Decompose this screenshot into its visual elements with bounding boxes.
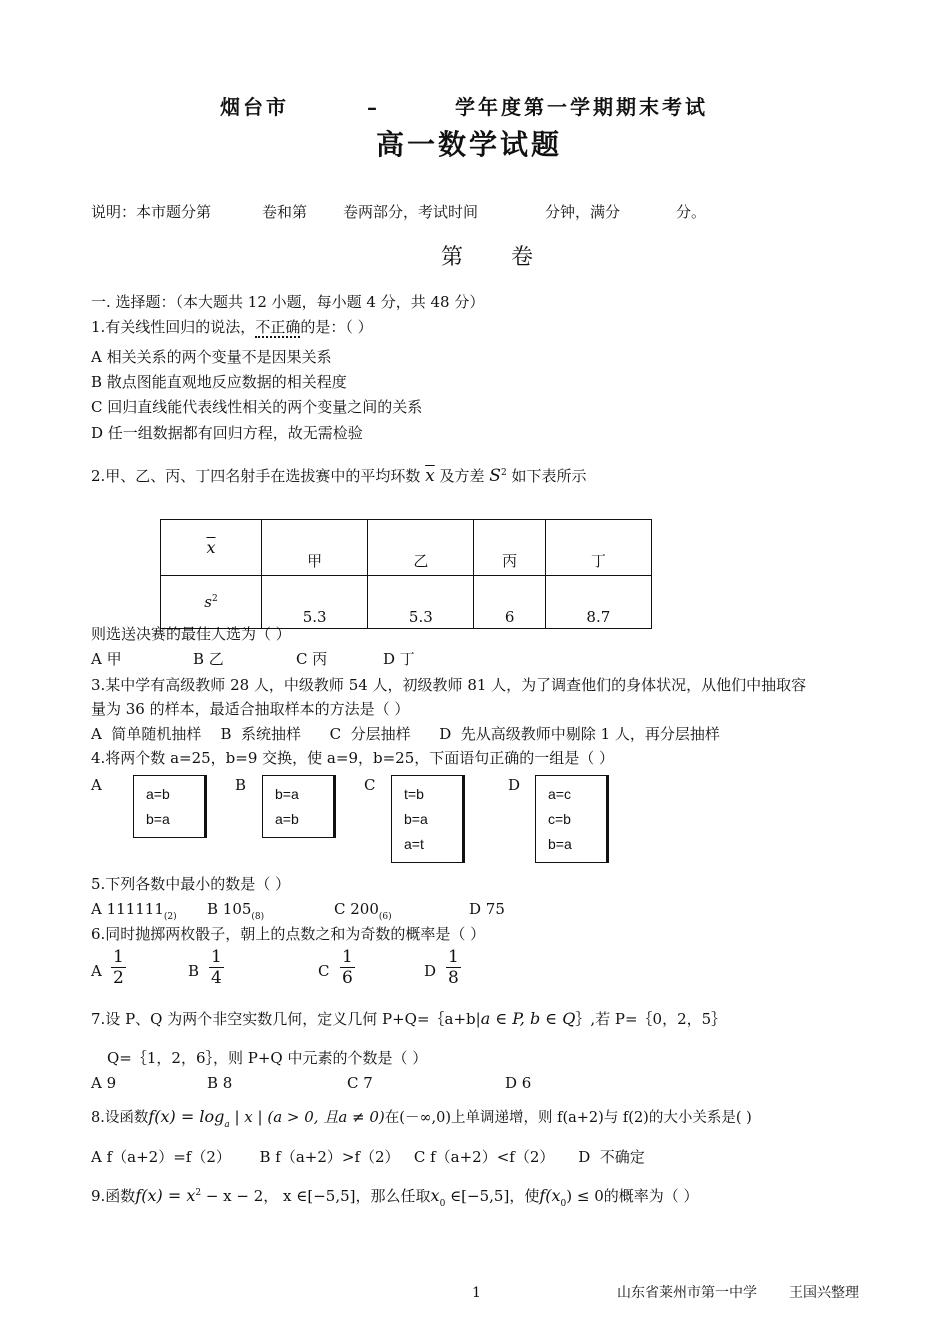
q3-options: A 简单随机抽样 B 系统抽样 C 分层抽样 D 先从高级教师中剔除 1 人，再分层抽样 xyxy=(91,725,720,743)
q2-table-var-1: 5.3 xyxy=(262,576,368,629)
q2-table-name-3: 丙 xyxy=(474,520,545,576)
q4-box-b: b=a a=b xyxy=(262,775,336,838)
q4-box-c: t=b b=a a=t xyxy=(391,775,465,863)
q3-line1: 3.某中学有高级教师 28 人，中级教师 54 人，初级教师 81 人，为了调查他们的身体状况，从他们中抽取容 xyxy=(91,676,807,694)
note-b: 卷和第 xyxy=(262,203,308,221)
q7-line2: Q=｛1，2，6｝，则 P+Q 中元素的个数是（ ） xyxy=(107,1049,428,1067)
q6-frac-d: $\frac{1}{8}$ xyxy=(448,947,459,988)
q2-pre: 2.甲、乙、丙、丁四名射手在选拔赛中的平均环数 xyxy=(91,467,421,485)
table-row xyxy=(161,576,652,629)
q1-stem xyxy=(91,318,373,336)
q2-table-head-xbar: $\overline{x}$ xyxy=(161,520,262,576)
q2-table-name-2: 乙 xyxy=(368,520,474,576)
q6-frac-b: $\frac{1}{4}$ xyxy=(211,947,222,988)
q1-option-a: A 相关关系的两个变量不是因果关系 xyxy=(91,348,332,366)
part1-heading: 一. 选择题：（本大题共 12 小题，每小题 4 分，共 48 分） xyxy=(91,293,485,311)
q3-line2: 量为 36 的样本，最适合抽取样本的方法是（ ） xyxy=(91,700,410,718)
q1-emph: 不正确 xyxy=(255,318,301,336)
q2-table-var-4: 8.7 xyxy=(545,576,651,629)
q2-table-head-s2: $s^2$ xyxy=(161,576,262,629)
note-c: 卷两部分，考试时间 xyxy=(343,203,479,221)
page-title: 高一数学试题 xyxy=(376,128,563,161)
q2-option-a: A 甲 xyxy=(91,650,122,668)
q2-option-b: B 乙 xyxy=(193,650,224,668)
q2-table-name-1: 甲 xyxy=(262,520,368,576)
q2-option-d: D 丁 xyxy=(383,650,415,668)
q6-frac-a: $\frac{1}{2}$ xyxy=(113,947,124,988)
header-year-title: 学年度第一学期期末考试 xyxy=(455,95,708,119)
q7-option-d: D 6 xyxy=(505,1074,532,1092)
footer-author: 王国兴整理 xyxy=(789,1285,859,1301)
q7-option-b: B 8 xyxy=(207,1074,233,1092)
q8-options: A f（a+2）=f（2） B f（a+2）>f（2） C f（a+2）<f（2） D 不确定 xyxy=(91,1148,645,1166)
q5-stem: 5.下列各数中最小的数是（ ） xyxy=(91,875,291,893)
note-d: 分钟，满分 xyxy=(545,203,621,221)
q4-label-a: A xyxy=(91,776,102,794)
q2-mid: 及方差 xyxy=(439,467,485,485)
header-dash: – xyxy=(367,95,380,119)
q6-label-a: A xyxy=(91,962,102,980)
q4-box-d: a=c c=b b=a xyxy=(535,775,609,863)
q6-label-b: B xyxy=(188,962,200,980)
q2-table-name-4: 丁 xyxy=(545,520,651,576)
q2-table-var-2: 5.3 xyxy=(368,576,474,629)
section-title: 第 卷 xyxy=(441,245,537,270)
q4-label-b: B xyxy=(235,776,247,794)
note-e: 分。 xyxy=(676,203,707,221)
table-row xyxy=(161,520,652,576)
q1-pre: 1.有关线性回归的说法， xyxy=(91,318,256,336)
q2-question: 则选送决赛的最佳人选为（ ） xyxy=(91,625,291,643)
note-a: 说明：本市题分第 xyxy=(91,203,212,221)
q4-box-a: a=b b=a xyxy=(133,775,207,838)
q2-s: S xyxy=(489,466,501,486)
q6-label-c: C xyxy=(318,962,330,980)
q2-s-sup: 2 xyxy=(500,468,507,478)
q7-option-c: C 7 xyxy=(347,1074,373,1092)
q1-option-c: C 回归直线能代表线性相关的两个变量之间的关系 xyxy=(91,398,423,416)
q4-label-c: C xyxy=(364,776,376,794)
footer-page-number: 1 xyxy=(472,1285,481,1301)
q5-option-a: A $111111_{(2)}$ xyxy=(91,900,177,922)
header-city: 烟台市 xyxy=(220,95,289,119)
q8-stem: 8.设函数$f(x) = \log_a$ | x | (a > 0, 且a ≠ 0)在(－∞,0)上单调递增，则 f(a+2)与 f(2)的大小关系是( ) xyxy=(91,1107,752,1130)
q2-stem xyxy=(91,464,586,485)
q1-option-b: B 散点图能直观地反应数据的相关程度 xyxy=(91,373,347,391)
q6-stem: 6.同时抛掷两枚骰子，朝上的点数之和为奇数的概率是（ ） xyxy=(91,925,486,943)
q1-option-d: D 任一组数据都有回归方程，故无需检验 xyxy=(91,424,363,442)
q2-table-var-3: 6 xyxy=(474,576,545,629)
q4-stem: 4.将两个数 a=25，b=9 交换，使 a=9，b=25，下面语句正确的一组是（ ） xyxy=(91,749,615,767)
q7-stem: 7.设 P、Q 为两个非空实数几何，定义几何 P+Q=｛a+b|a ∈ P, b ∈ Q｝,若 P=｛0，2，5｝ xyxy=(91,1009,727,1028)
q5-option-b: B $105_{(8)}$ xyxy=(207,900,265,922)
q6-label-d: D xyxy=(424,962,437,980)
q6-frac-c: $\frac{1}{6}$ xyxy=(342,947,353,988)
q9-stem: 9.函数$f(x) = x^2 - x - 2$， x ∈[−5,5]，那么任取$x_0$ ∈[−5,5]，使$f(x_0) \le 0$的概率为（ ） xyxy=(91,1186,699,1209)
footer-school: 山东省莱州市第一中学 xyxy=(617,1285,757,1301)
q7-option-a: A 9 xyxy=(91,1074,117,1092)
q1-post: 的是：（ ） xyxy=(300,318,373,336)
q5-option-c: C $200_{(6)}$ xyxy=(334,900,392,922)
q2-option-c: C 丙 xyxy=(296,650,328,668)
q4-label-d: D xyxy=(508,776,521,794)
q2-xbar: $\overline{x}$ xyxy=(425,466,435,486)
q2-table xyxy=(160,519,652,629)
q2-post: 如下表所示 xyxy=(511,467,587,485)
q5-option-d: D 75 xyxy=(469,900,505,918)
